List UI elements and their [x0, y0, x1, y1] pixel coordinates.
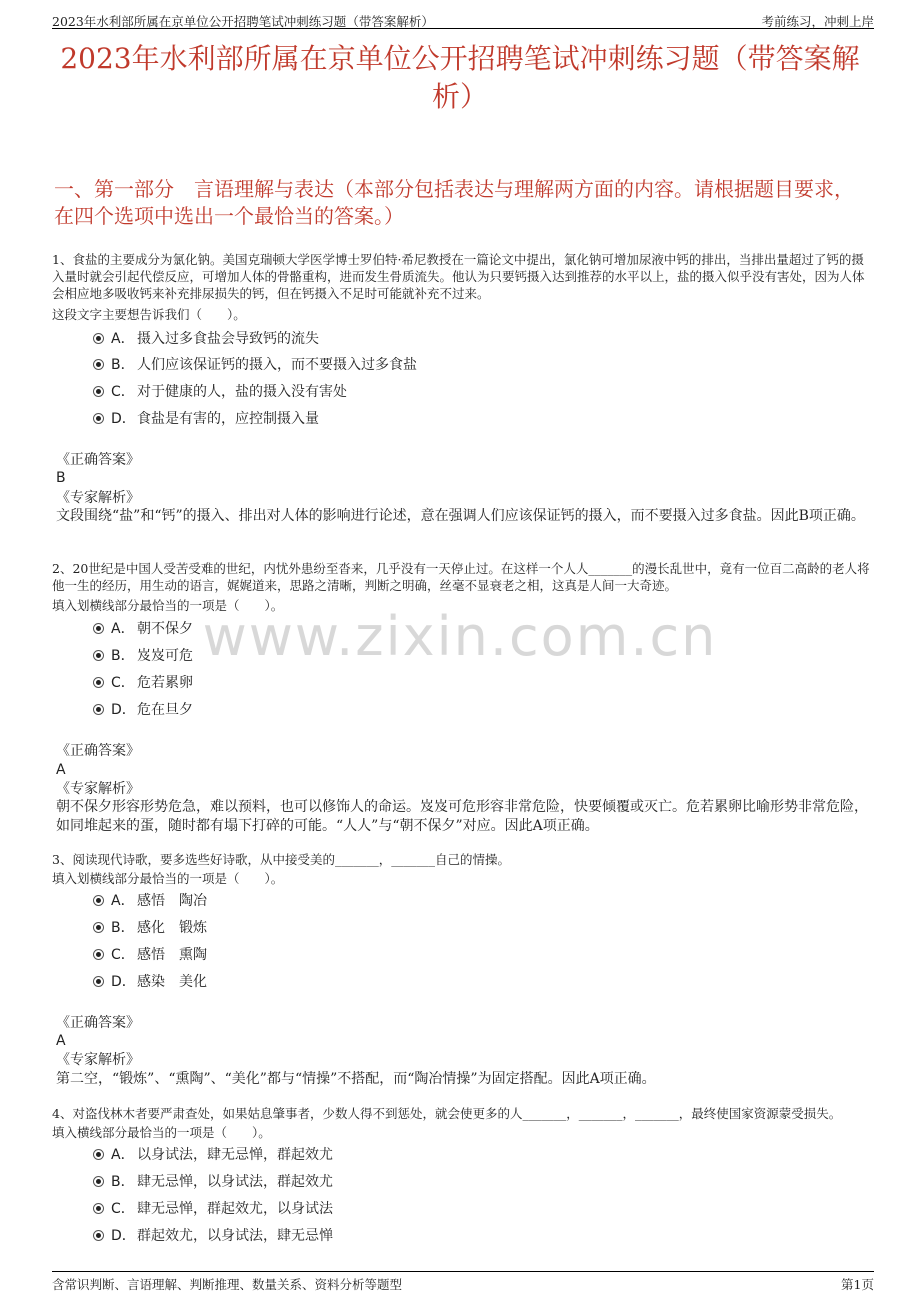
- question-2-stem: 2、20世纪是中国人受苦受难的世纪，内忧外患纷至沓来，几乎没有一天停止过。在这样一个人人_______的漫长乱世中，竟有一位百二高龄的老人将他一生的经历，用生动的语言，娓娓道来，思路之清晰，判断之明确，丝毫不显衰老之相，这真是人间一大奇迹。: [52, 561, 870, 593]
- page-header: [52, 8, 874, 29]
- question-2-option-d[interactable]: D．危在旦夕: [93, 701, 193, 719]
- radio-icon[interactable]: [93, 976, 104, 987]
- question-3-prompt: 填入划横线部分最恰当的一项是（ ）。: [52, 871, 284, 886]
- question-2-answer: A: [56, 762, 66, 778]
- radio-icon[interactable]: [93, 623, 104, 634]
- question-2-prompt: 填入划横线部分最恰当的一项是（ ）。: [52, 598, 284, 613]
- question-1-option-c[interactable]: C． 对于健康的人，盐的摄入没有害处: [93, 383, 347, 401]
- answer-label: 《正确答案》: [56, 452, 140, 468]
- radio-icon[interactable]: [93, 1230, 104, 1241]
- question-3-option-a[interactable]: A． 感悟 陶冶: [93, 892, 207, 910]
- radio-icon[interactable]: [93, 413, 104, 424]
- radio-icon[interactable]: [93, 895, 104, 906]
- question-3-option-c[interactable]: C． 感悟 熏陶: [93, 946, 207, 964]
- page-footer: [52, 1271, 874, 1292]
- question-2-option-b[interactable]: B． 岌岌可危: [93, 647, 193, 665]
- radio-icon[interactable]: [93, 1149, 104, 1160]
- radio-icon[interactable]: [93, 1176, 104, 1187]
- answer-label: 《正确答案》: [56, 743, 140, 759]
- question-3-option-d[interactable]: D．感染 美化: [93, 973, 207, 991]
- question-1-option-d[interactable]: D．食盐是有害的，应控制摄入量: [93, 410, 319, 428]
- question-3-option-b[interactable]: B． 感化 锻炼: [93, 919, 207, 937]
- question-1-analysis: 文段围绕“盐”和“钙”的摄入、排出对人体的影响进行论述，意在强调人们应该保证钙的摄入，而不要摄入过多食盐。因此B项正确。: [56, 508, 865, 524]
- answer-label: 《正确答案》: [56, 1015, 140, 1031]
- radio-icon[interactable]: [93, 1203, 104, 1214]
- question-4-stem: 4、对盗伐林木者要严肃查处，如果姑息肇事者，少数人得不到惩处，就会使更多的人_______，_______，_______，最终使国家资源蒙受损失。: [52, 1106, 842, 1121]
- question-3-answer: A: [56, 1033, 66, 1049]
- question-4-option-b[interactable]: B． 肆无忌惮，以身试法，群起效尤: [93, 1173, 333, 1191]
- question-4-prompt: 填入横线部分最恰当的一项是（ ）。: [52, 1125, 271, 1140]
- page-number: 第1页: [841, 1277, 874, 1292]
- radio-icon[interactable]: [93, 386, 104, 397]
- radio-icon[interactable]: [93, 922, 104, 933]
- question-3-stem: 3、阅读现代诗歌，要多选些好诗歌，从中接受美的_______，_______自己的情操。: [52, 852, 510, 867]
- question-1-stem: 1、食盐的主要成分为氯化钠。美国克瑞顿大学医学博士罗伯特·希尼教授在一篇论文中提出，氯化钠可增加尿液中钙的排出，当排出量超过了钙的摄入量时就会引起代偿反应，可增加人体的骨骼重构，进而发生骨质流失。他认为只要钙摄入达到推荐的水平以上，盐的摄入似乎没有害处，因为人体会相应地多吸收钙来补充排尿损失的钙，但在钙摄入不足时可能就补充不过来。: [52, 252, 865, 301]
- question-2-option-c[interactable]: C． 危若累卵: [93, 674, 193, 692]
- question-4-option-c[interactable]: C． 肆无忌惮，群起效尤，以身试法: [93, 1200, 333, 1218]
- question-1-option-a[interactable]: A． 摄入过多食盐会导致钙的流失: [93, 330, 319, 348]
- question-2-option-a[interactable]: A． 朝不保夕: [93, 620, 193, 638]
- analysis-label: 《专家解析》: [56, 490, 140, 506]
- question-2-analysis: 朝不保夕形容形势危急，难以预料，也可以修饰人的命运。岌岌可危形容非常危险，快要倾覆或灭亡。危若累卵比喻形势非常危险，如同堆起来的蛋，随时都有塌下打碎的可能。“人人”与“朝不保夕”对应。因此A项正确。: [56, 799, 868, 834]
- radio-icon[interactable]: [93, 949, 104, 960]
- radio-icon[interactable]: [93, 677, 104, 688]
- question-1-prompt: 这段文字主要想告诉我们（ ）。: [52, 307, 246, 322]
- analysis-label: 《专家解析》: [56, 1052, 140, 1068]
- footer-left-text: 含常识判断、言语理解、判断推理、数量关系、资料分析等题型: [52, 1277, 403, 1292]
- header-left-text: 2023年水利部所属在京单位公开招聘笔试冲刺练习题（带答案解析）: [52, 14, 434, 29]
- header-right-text: 考前练习，冲刺上岸: [761, 14, 874, 29]
- question-3-analysis: 第二空，“锻炼”、“熏陶”、“美化”都与“情操”不搭配，而“陶冶情操”为固定搭配。因此A项正确。: [56, 1071, 656, 1087]
- question-1-option-b[interactable]: B． 人们应该保证钙的摄入，而不要摄入过多食盐: [93, 356, 417, 374]
- radio-icon[interactable]: [93, 333, 104, 344]
- question-4-option-d[interactable]: D．群起效尤，以身试法，肆无忌惮: [93, 1227, 333, 1245]
- question-4-option-a[interactable]: A． 以身试法，肆无忌惮，群起效尤: [93, 1146, 333, 1164]
- radio-icon[interactable]: [93, 704, 104, 715]
- watermark: www.zixin.com.cn: [202, 605, 718, 668]
- section-heading: 一、第一部分 言语理解与表达（本部分包括表达与理解两方面的内容。请根据题目要求，在四个选项中选出一个最恰当的答案。）: [54, 177, 854, 228]
- analysis-label: 《专家解析》: [56, 781, 140, 797]
- document-title: 2023年水利部所属在京单位公开招聘笔试冲刺练习题（带答案解析）: [60, 42, 860, 113]
- radio-icon[interactable]: [93, 359, 104, 370]
- question-1-answer: B: [56, 470, 66, 486]
- radio-icon[interactable]: [93, 650, 104, 661]
